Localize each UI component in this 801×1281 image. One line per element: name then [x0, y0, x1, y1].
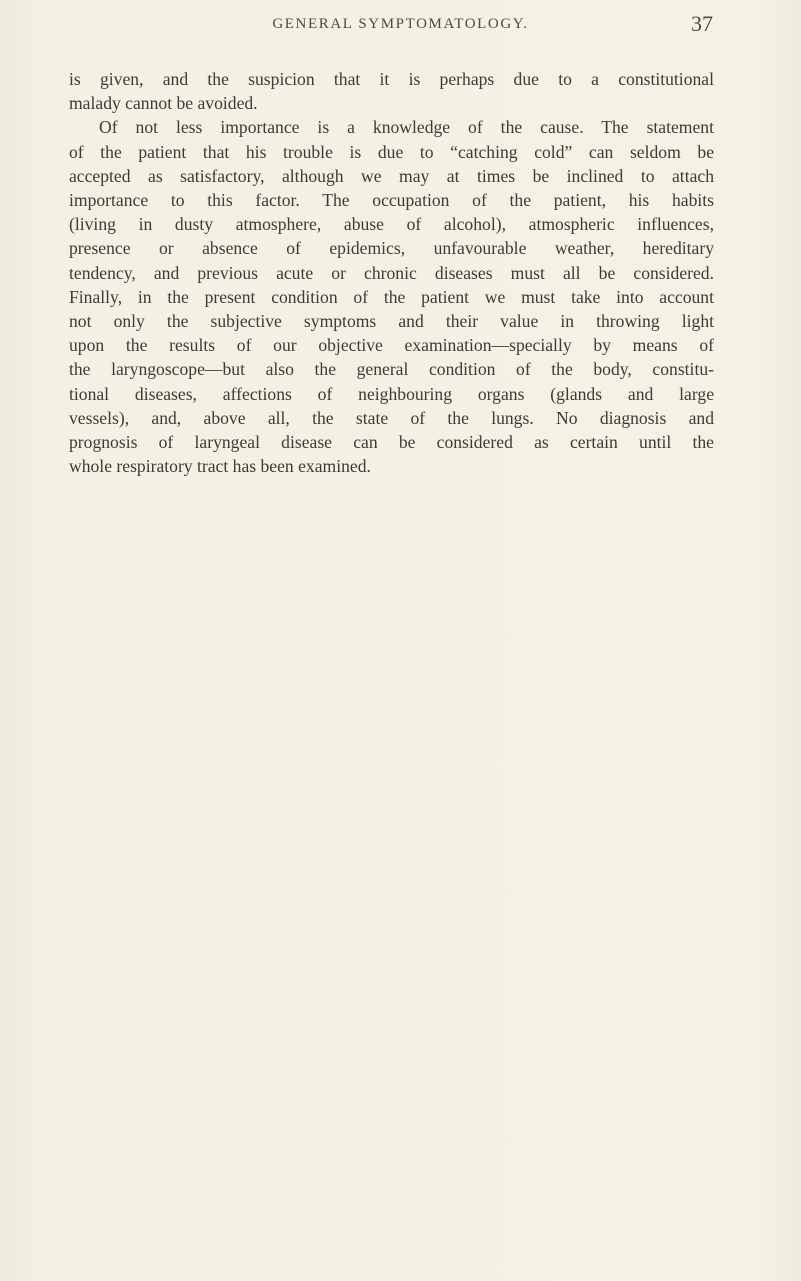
page-number: 37 — [691, 11, 713, 36]
text-line: is given, and the suspicion that it is perhaps due to a constitutional — [69, 69, 714, 89]
text-line: tendency, and previous acute or chronic diseases must all be considered. — [69, 262, 714, 283]
text-line: vessels), and, above all, the state of the lungs. No diagnosis and — [69, 407, 714, 428]
text-line: tional diseases, affections of neighbouring organs (glands and large — [69, 383, 714, 404]
text-line: importance to this factor. The occupation of the patient, his habits — [69, 190, 714, 211]
text-line: (living in dusty atmosphere, abuse of alcohol), atmospheric influences, — [69, 214, 714, 235]
text-line: presence or absence of epidemics, unfavourable weather, hereditary — [69, 238, 714, 259]
text-line: Of not less importance is a knowledge of the cause. The statement — [99, 117, 714, 138]
text-line: prognosis of laryngeal disease can be considered as certain until the — [69, 432, 714, 453]
text-line: of the patient that his trouble is due to “catching cold” can seldom be — [69, 141, 714, 162]
running-head — [0, 8, 801, 38]
text-line: malady cannot be avoided. — [69, 93, 258, 114]
text-line: accepted as satisfactory, although we may at times be inclined to attach — [69, 165, 714, 186]
text-line: not only the subjective symptoms and their value in throwing light — [69, 311, 714, 332]
text-line: whole respiratory tract has been examined. — [69, 456, 371, 477]
text-line: upon the results of our objective examination—specially by means of — [69, 335, 714, 356]
running-title: GENERAL SYMPTOMATOLOGY. — [272, 16, 529, 32]
body-text — [69, 67, 714, 478]
text-line: Finally, in the present condition of the patient we must take into account — [69, 286, 714, 307]
text-line: the laryngoscope—but also the general condition of the body, constitu- — [69, 359, 714, 380]
